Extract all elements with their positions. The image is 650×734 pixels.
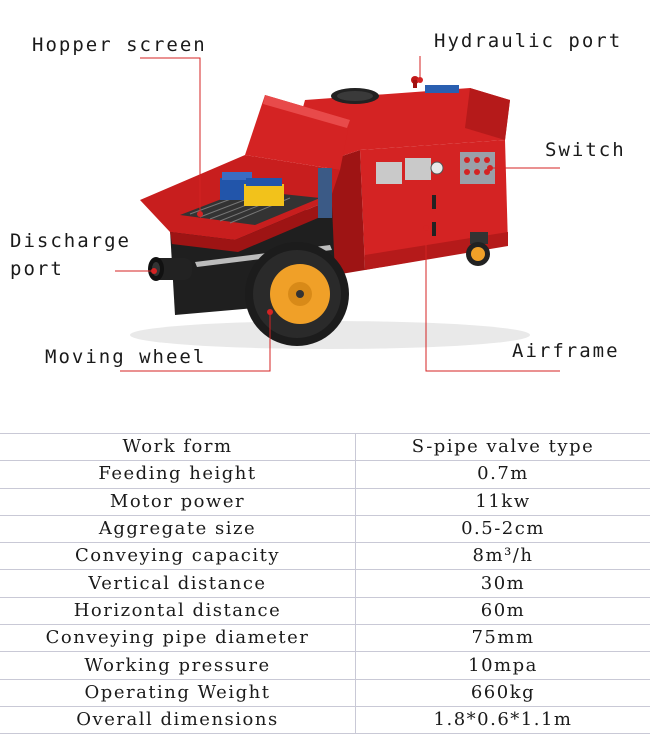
spec-label: Conveying pipe diameter	[0, 625, 356, 652]
spec-label: Working pressure	[0, 652, 356, 679]
spec-value: 1.8*0.6*1.1m	[356, 706, 650, 733]
label-moving-wheel: Moving wheel	[45, 346, 207, 368]
spec-value: 8m³/h	[356, 543, 650, 570]
spec-label: Operating Weight	[0, 679, 356, 706]
table-row	[0, 461, 650, 488]
spec-value: 0.7m	[356, 461, 650, 488]
spec-value: 60m	[356, 597, 650, 624]
spec-label: Conveying capacity	[0, 543, 356, 570]
label-hopper-screen: Hopper screen	[32, 34, 207, 56]
spec-value: 10mpa	[356, 652, 650, 679]
spec-value: 75mm	[356, 625, 650, 652]
table-row	[0, 434, 650, 461]
spec-label: Motor power	[0, 488, 356, 515]
hydraulic-cylinder	[318, 168, 332, 218]
table-row	[0, 597, 650, 624]
moving-wheel-graphic	[245, 242, 349, 346]
table-row	[0, 515, 650, 542]
label-discharge-port-line2: port	[10, 258, 64, 280]
label-hydraulic-port: Hydraulic port	[434, 30, 623, 52]
table-row	[0, 570, 650, 597]
spec-label: Overall dimensions	[0, 706, 356, 733]
spec-label: Feeding height	[0, 461, 356, 488]
table-row	[0, 652, 650, 679]
spec-label: Work form	[0, 434, 356, 461]
spec-value: S-pipe valve type	[356, 434, 650, 461]
specs-table	[0, 433, 650, 734]
spec-value: 0.5-2cm	[356, 515, 650, 542]
label-switch: Switch	[545, 139, 626, 161]
table-row	[0, 679, 650, 706]
spec-value: 660kg	[356, 679, 650, 706]
table-row	[0, 488, 650, 515]
spec-label: Vertical distance	[0, 570, 356, 597]
spec-label: Horizontal distance	[0, 597, 356, 624]
table-row	[0, 543, 650, 570]
label-discharge-port-line1: Discharge	[10, 230, 131, 252]
spec-label: Aggregate size	[0, 515, 356, 542]
label-airframe: Airframe	[512, 340, 620, 362]
spec-value: 11kw	[356, 488, 650, 515]
table-row	[0, 625, 650, 652]
table-row	[0, 706, 650, 733]
spec-value: 30m	[356, 570, 650, 597]
